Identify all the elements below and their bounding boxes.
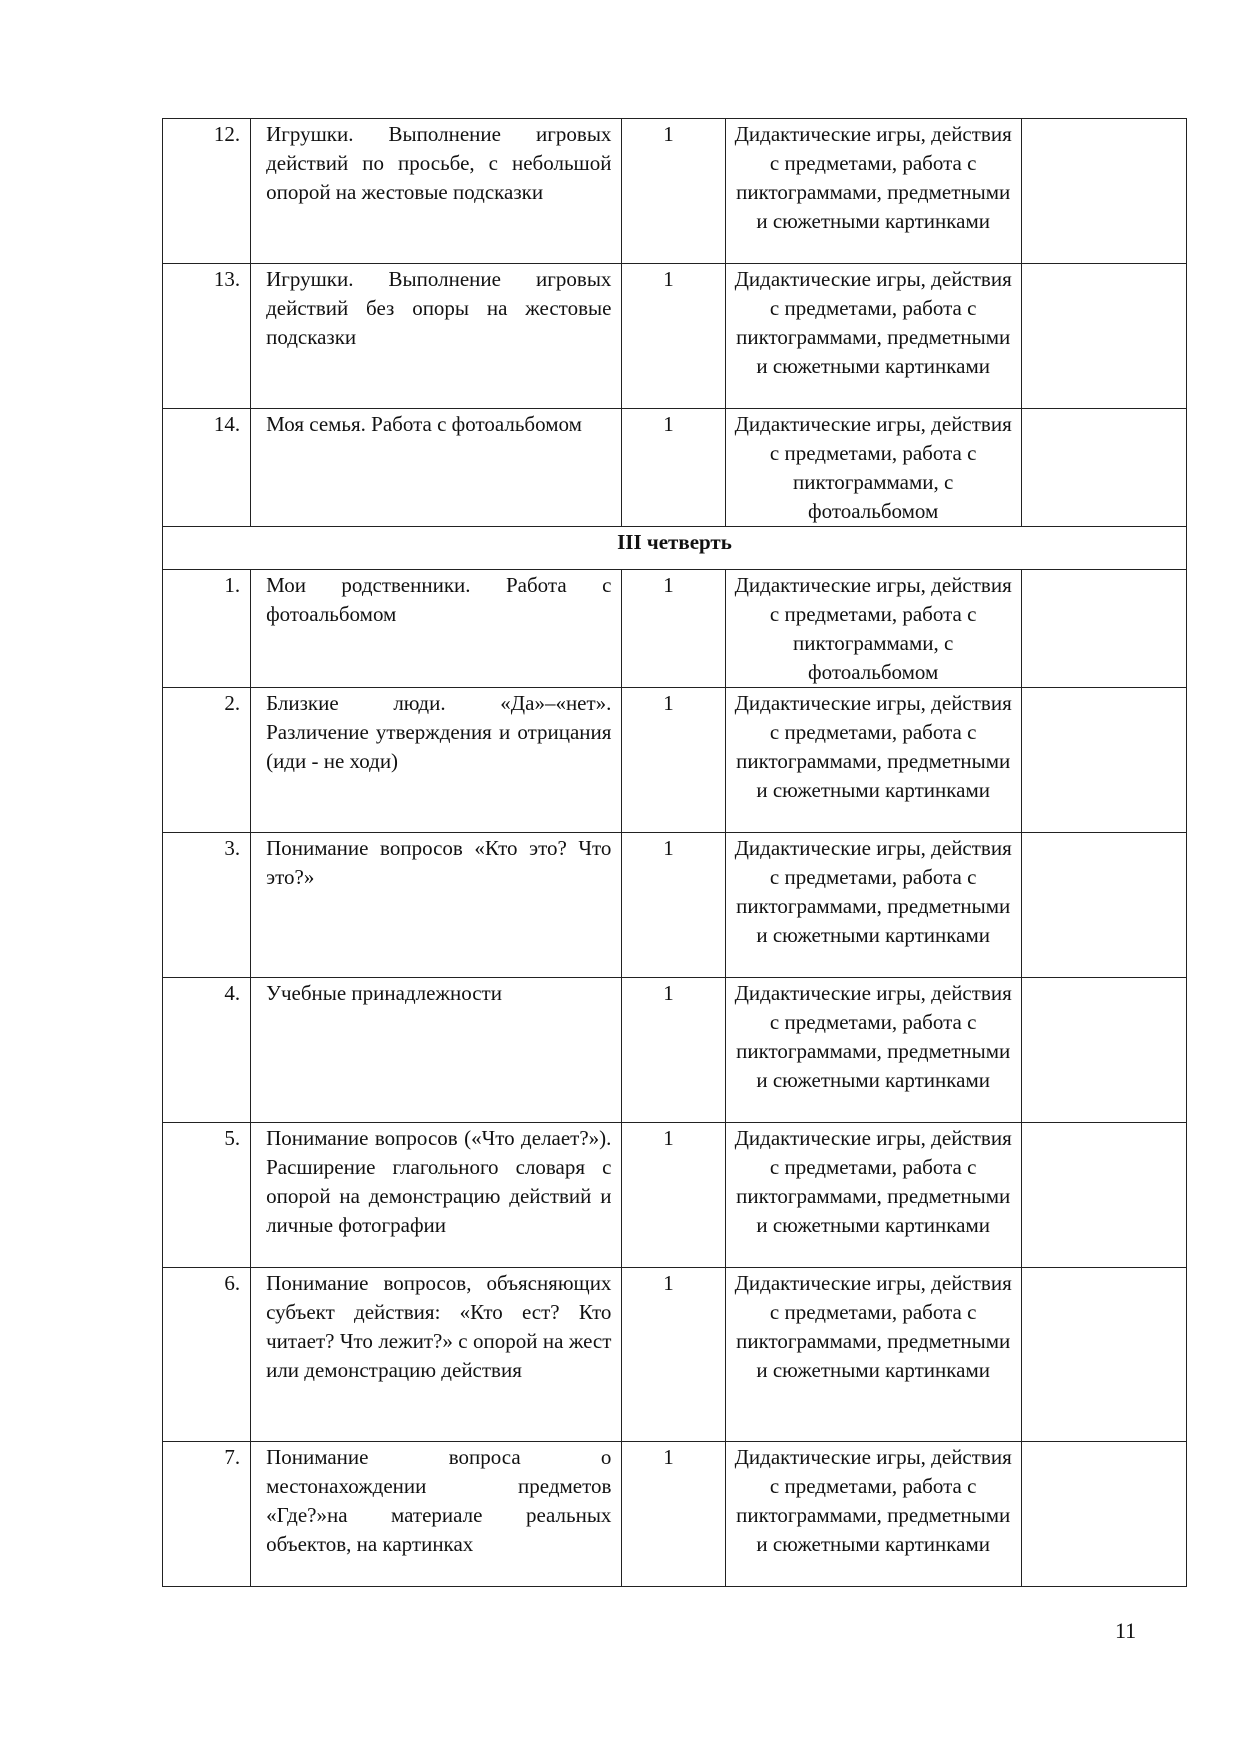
row-topic: Игрушки. Выполнение игровых действий без опоры на жестовые подсказки [251,264,622,409]
table-row [163,264,1187,409]
row-hours: 1 [622,409,725,527]
row-number: 13. [163,264,251,409]
row-methods: Дидактические игры, действия с предметами, работа с пиктограммами, предметными и сюжетными картинками [725,264,1021,409]
row-hours: 1 [622,833,725,978]
row-notes [1021,264,1186,409]
row-number: 3. [163,833,251,978]
row-notes [1021,978,1186,1123]
row-methods: Дидактические игры, действия с предметами, работа с пиктограммами, предметными и сюжетными картинками [725,1123,1021,1268]
row-methods: Дидактические игры, действия с предметами, работа с пиктограммами, с фотоальбомом [725,570,1021,688]
table-row [163,688,1187,833]
section-title: III четверть [163,527,1187,570]
row-topic: Понимание вопросов («Что делает?»). Расширение глагольного словаря с опорой на демонстрацию действий и личные фотографии [251,1123,622,1268]
row-topic: Моя семья. Работа с фотоальбомом [251,409,622,527]
row-notes [1021,833,1186,978]
table-row [163,570,1187,688]
row-methods: Дидактические игры, действия с предметами, работа с пиктограммами, предметными и сюжетными картинками [725,119,1021,264]
row-topic: Понимание вопроса о местонахождении предметов «Где?»на материале реальных объектов, на картинках [251,1442,622,1587]
row-number: 2. [163,688,251,833]
table-row [163,1442,1187,1587]
table-row [163,1123,1187,1268]
row-hours: 1 [622,119,725,264]
row-number: 5. [163,1123,251,1268]
row-number: 6. [163,1268,251,1442]
row-hours: 1 [622,1268,725,1442]
row-notes [1021,1442,1186,1587]
row-hours: 1 [622,1123,725,1268]
row-number: 12. [163,119,251,264]
row-methods: Дидактические игры, действия с предметами, работа с пиктограммами, предметными и сюжетными картинками [725,1442,1021,1587]
row-number: 7. [163,1442,251,1587]
table-row [163,1268,1187,1442]
row-notes [1021,570,1186,688]
row-hours: 1 [622,978,725,1123]
row-topic: Близкие люди. «Да»–«нет». Различение утверждения и отрицания (иди - не ходи) [251,688,622,833]
table-row [163,409,1187,527]
row-notes [1021,1123,1186,1268]
row-hours: 1 [622,264,725,409]
row-topic: Игрушки. Выполнение игровых действий по просьбе, с небольшой опорой на жестовые подсказки [251,119,622,264]
table-row [163,119,1187,264]
row-hours: 1 [622,1442,725,1587]
section-header-row [163,527,1187,570]
row-notes [1021,1268,1186,1442]
row-hours: 1 [622,688,725,833]
row-notes [1021,119,1186,264]
row-methods: Дидактические игры, действия с предметами, работа с пиктограммами, предметными и сюжетными картинками [725,833,1021,978]
table-row [163,978,1187,1123]
row-number: 1. [163,570,251,688]
row-topic: Понимание вопросов, объясняющих субъект действия: «Кто ест? Кто читает? Что лежит?» с опорой на жест или демонстрацию действия [251,1268,622,1442]
row-number: 4. [163,978,251,1123]
row-hours: 1 [622,570,725,688]
row-notes [1021,688,1186,833]
row-methods: Дидактические игры, действия с предметами, работа с пиктограммами, с фотоальбомом [725,409,1021,527]
row-methods: Дидактические игры, действия с предметами, работа с пиктограммами, предметными и сюжетными картинками [725,688,1021,833]
row-topic: Понимание вопросов «Кто это? Что это?» [251,833,622,978]
row-notes [1021,409,1186,527]
row-topic: Учебные принадлежности [251,978,622,1123]
row-methods: Дидактические игры, действия с предметами, работа с пиктограммами, предметными и сюжетными картинками [725,1268,1021,1442]
row-topic: Мои родственники. Работа с фотоальбомом [251,570,622,688]
table-row [163,833,1187,978]
lesson-plan-table [162,118,1187,1587]
row-methods: Дидактические игры, действия с предметами, работа с пиктограммами, предметными и сюжетными картинками [725,978,1021,1123]
page-number: 11 [1115,1618,1137,1643]
row-number: 14. [163,409,251,527]
